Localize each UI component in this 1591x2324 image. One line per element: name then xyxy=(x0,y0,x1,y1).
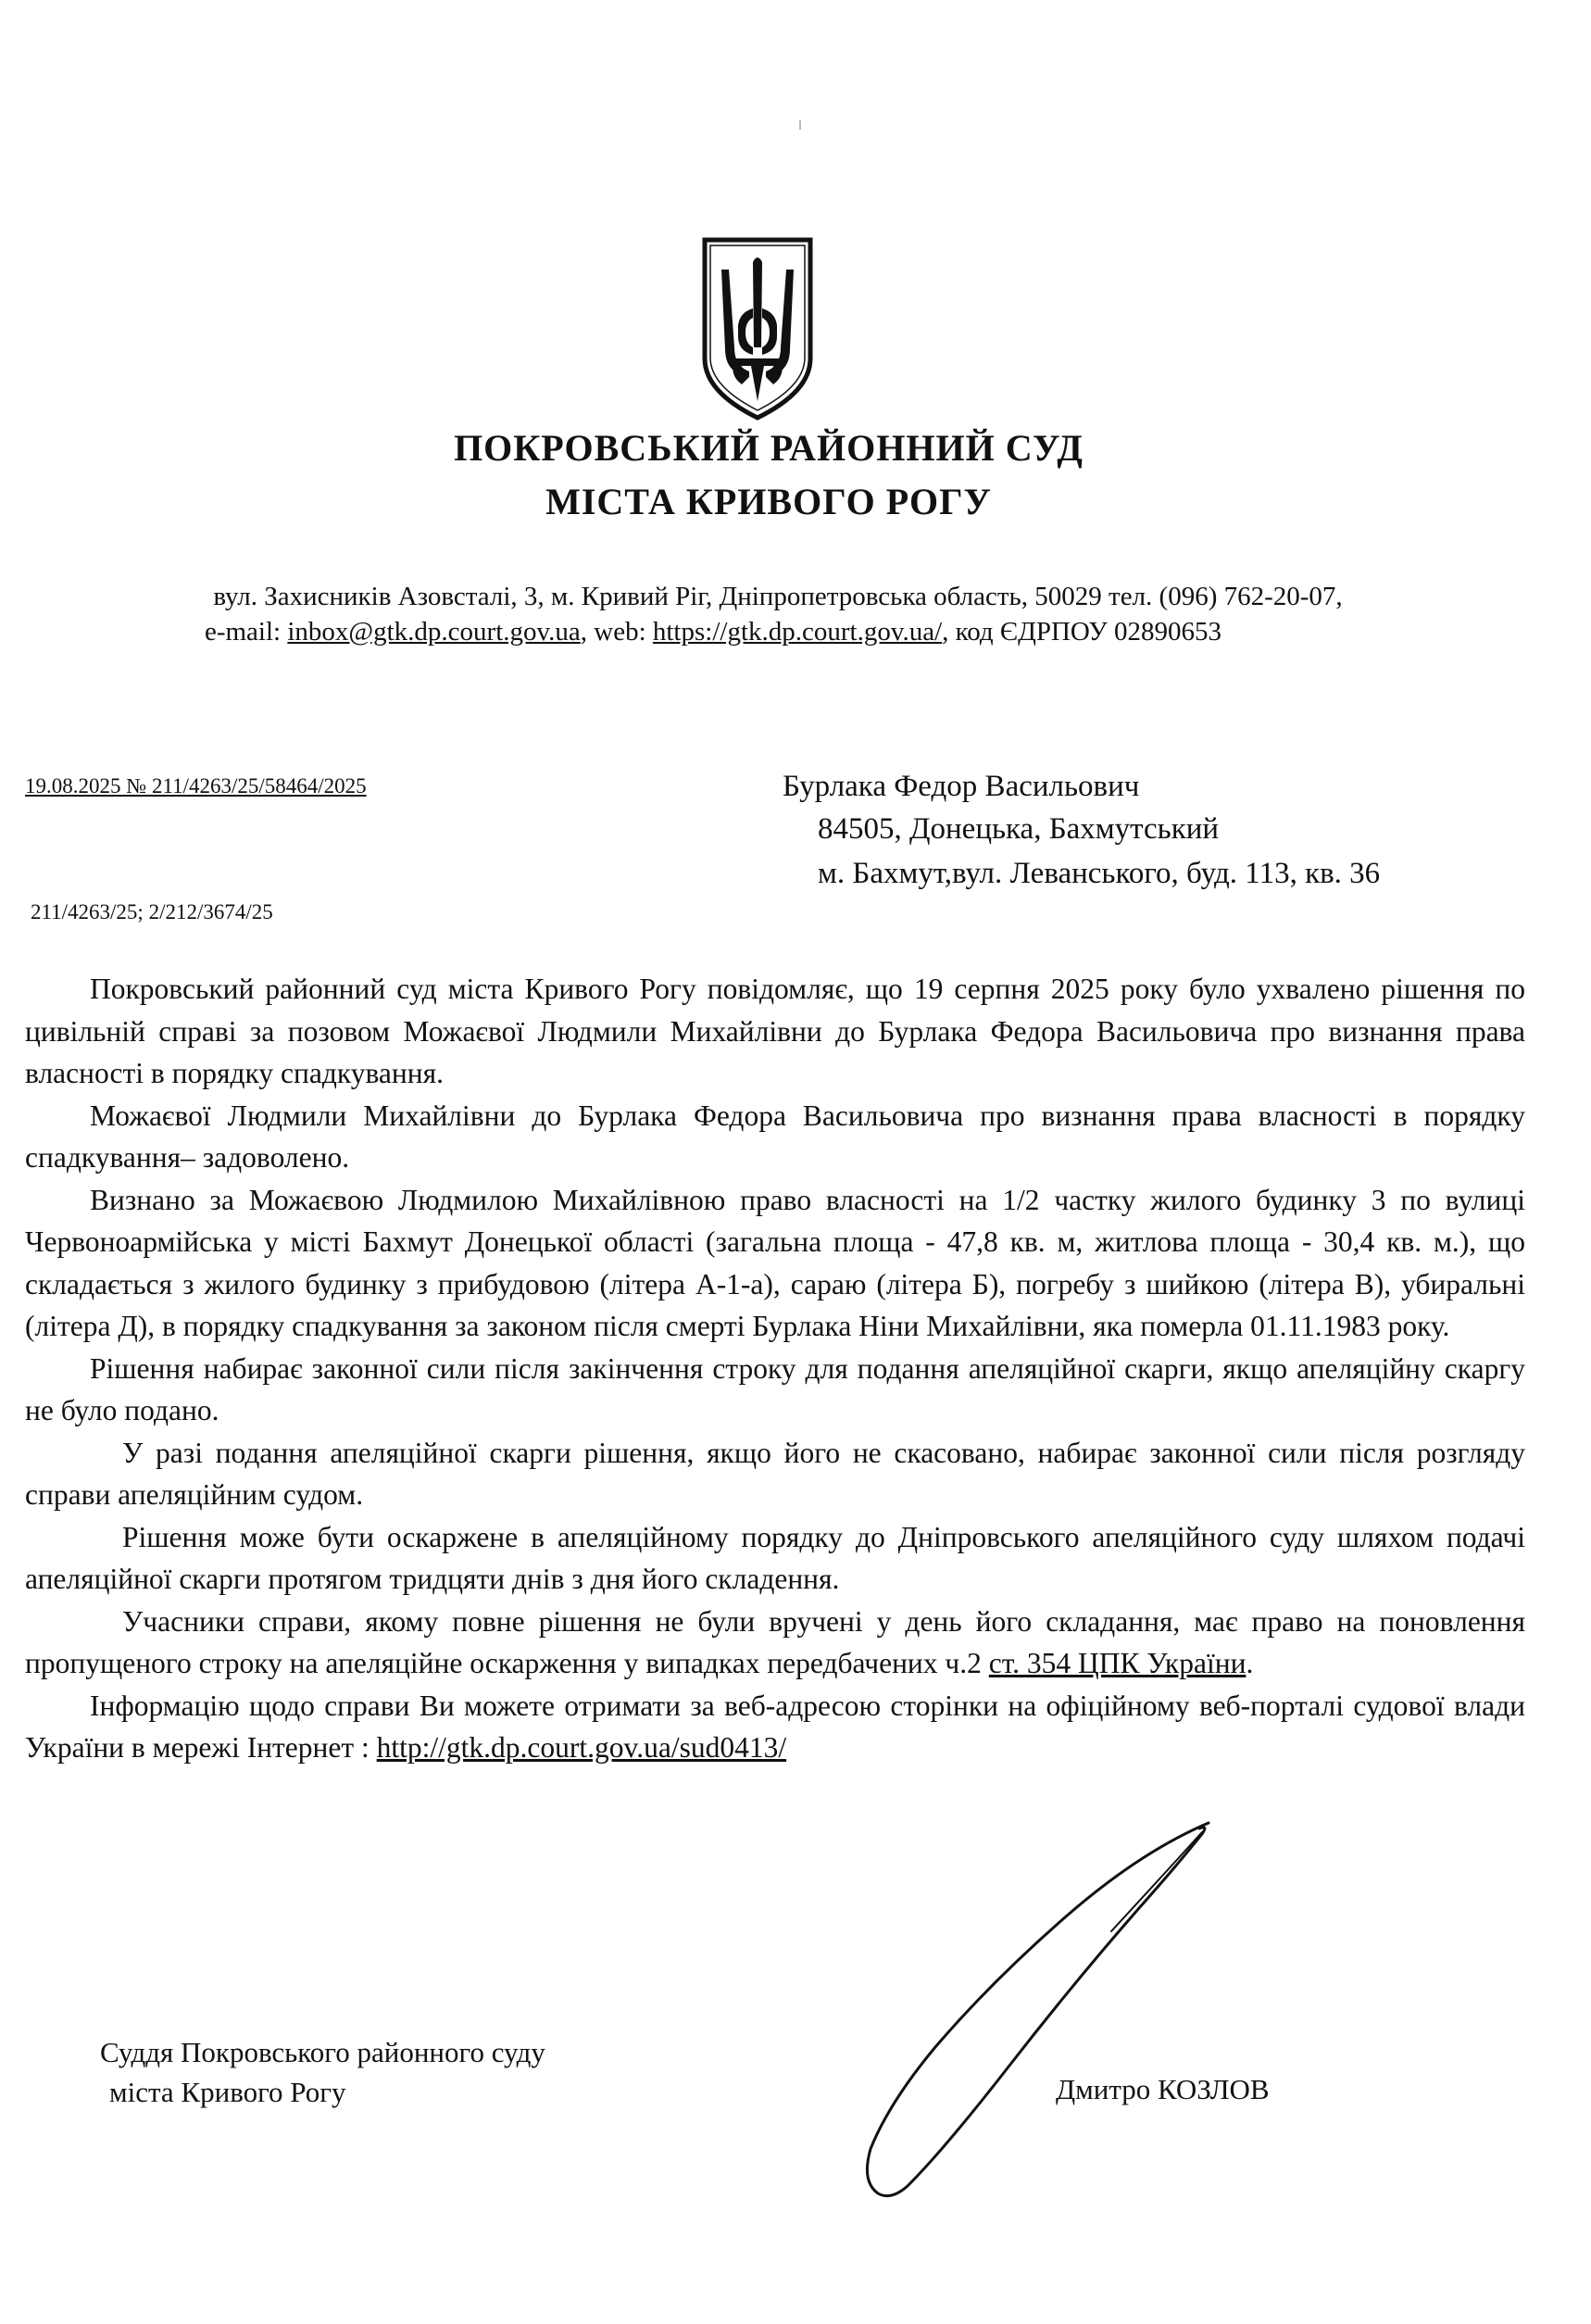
paragraph-participants xyxy=(25,1601,1525,1685)
paragraph-notice: Покровський районний суд міста Кривого Рогу повідомляє, що 19 серпня 2025 року було ухвалено рішення по цивільній справі за позовом Можаєвої Людмили Михайлівни до Бурлака Федора Васильовича про визнання права власності в порядку спадкування. xyxy=(25,973,1525,1089)
info-text: Інформацію щодо справи Ви можете отримати за веб-адресою сторінки на офіційному веб-порталі судової влади України в мережі Інтернет : xyxy=(25,1689,1525,1764)
recipient-address-line1: 84505, Донецька, Бахмутський xyxy=(818,812,1220,846)
paragraph-appeal-case: У разі подання апеляційної скарги рішення, якщо його не скасовано, набирає законної сили після розгляду справи апеляційним судом. xyxy=(25,1436,1525,1511)
court-contacts xyxy=(0,614,1426,649)
web-label: , web: xyxy=(580,617,653,647)
participants-text: Учасники справи, якому повне рішення не були вручені у день його складання, має право на поновлення пропущеного строку на апеляційне оскарження у випадках передбачених ч.2 xyxy=(25,1604,1525,1679)
paragraph-ownership: Визнано за Можаєвою Людмилою Михайлівною право власності на 1/2 частку жилого будинку 3 по вулиці Червоноармійська у місті Бахмут Донецької області (загальна площа - 47,8 кв. м, житлова площа - 30,4 кв. м.), що складається з жилого будинку з прибудовою (літера А-1-а), сараю (літера Б), погребу з шийкою (літера В), убиральні (літера Д), в порядку спадкування за законом після смерті Бурлака Ніни Михайлівни, яка померла 01.11.1983 року. xyxy=(25,1183,1525,1342)
outgoing-date-number: 19.08.2025 № 211/4263/25/58464/2025 xyxy=(25,774,367,798)
recipient-address-line2: м. Бахмут,вул. Леванського, буд. 113, кв. 36 xyxy=(818,857,1381,890)
scan-mark xyxy=(799,120,801,130)
paragraph-legal-force: Рішення набирає законної сили після закінчення строку для подання апеляційної скарги, якщо апеляційну скаргу не було подано. xyxy=(25,1351,1525,1426)
web-link[interactable]: https://gtk.dp.court.gov.ua/ xyxy=(652,617,943,647)
code-article-link[interactable]: ст. 354 ЦПК України xyxy=(988,1647,1246,1679)
participants-end: . xyxy=(1246,1647,1254,1679)
paragraph-info xyxy=(25,1685,1525,1769)
court-address: вул. Захисників Азовсталі, 3, м. Кривий Ріг, Дніпропетровська область, 50029 тел. (096) 762-20-07, xyxy=(213,582,1343,611)
email-link[interactable]: inbox@gtk.dp.court.gov.ua xyxy=(287,617,581,647)
judge-title-line1: Суддя Покровського районного суду xyxy=(100,2036,545,2068)
handwritten-signature-icon xyxy=(833,1815,1315,2205)
letter-body xyxy=(25,968,1525,1769)
email-label: e-mail: xyxy=(204,617,288,647)
paragraph-decision: Можаєвої Людмили Михайлівни до Бурлака Федора Васильовича про визнання права власності в порядку спадкування– задоволено. xyxy=(25,1099,1525,1174)
court-name-line1: ПОКРОВСЬКИЙ РАЙОННИЙ СУД xyxy=(454,427,1084,469)
recipient-name: Бурлака Федор Васильович xyxy=(783,770,1140,803)
edrpou-code: , код ЄДРПОУ 02890653 xyxy=(942,617,1222,647)
trident-emblem-icon xyxy=(697,236,818,421)
judge-name: Дмитро КОЗЛОВ xyxy=(1056,2073,1270,2105)
case-numbers: 211/4263/25; 2/212/3674/25 xyxy=(31,900,273,923)
paragraph-appeal-procedure: Рішення може бути оскаржене в апеляційному порядку до Дніпровського апеляційного суду шляхом подачі апеляційної скарги протягом тридцяти днів з дня його складення. xyxy=(25,1520,1525,1595)
case-info-link[interactable]: http://gtk.dp.court.gov.ua/sud0413/ xyxy=(376,1731,787,1764)
court-name-line2: МІСТА КРИВОГО РОГУ xyxy=(545,481,992,522)
judge-title-line2: міста Кривого Рогу xyxy=(109,2076,346,2108)
